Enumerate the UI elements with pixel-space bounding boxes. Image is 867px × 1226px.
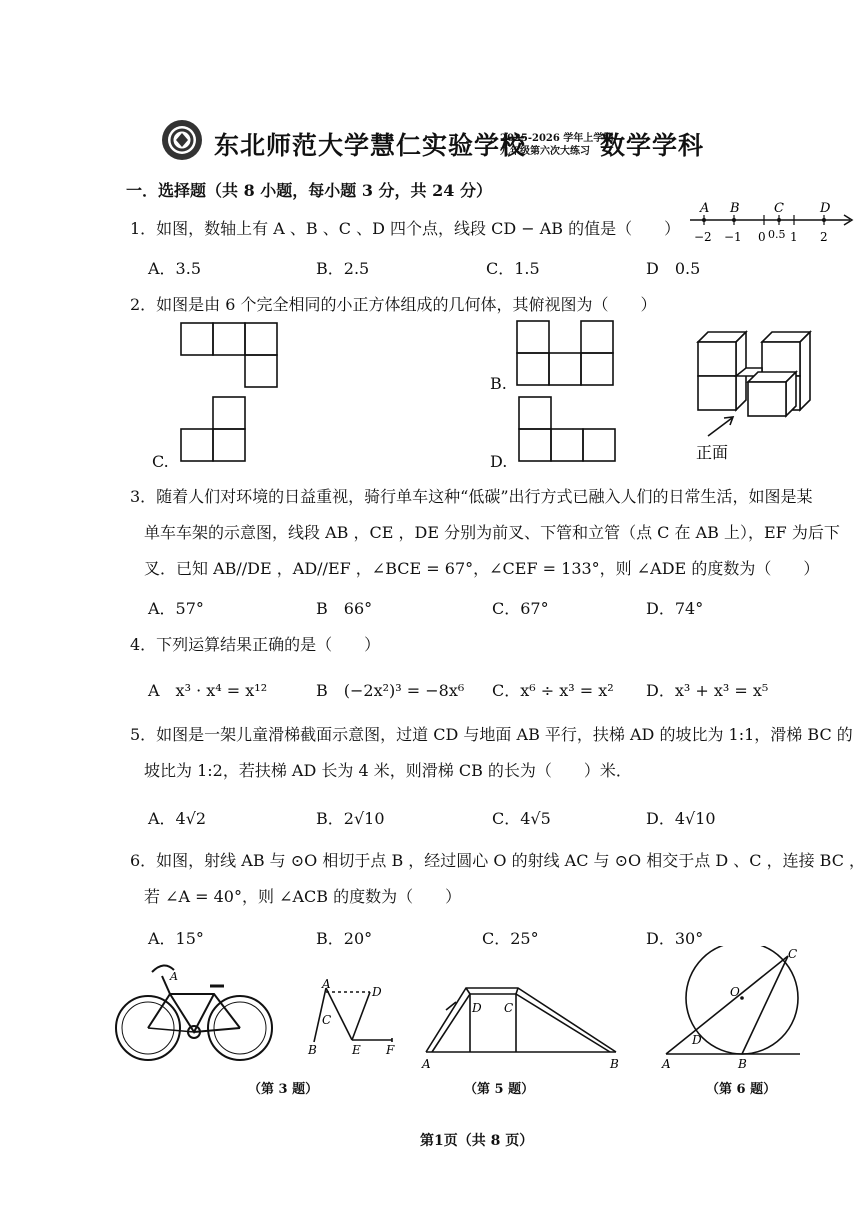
nl-point-b: B bbox=[730, 201, 740, 216]
question-1: 1．如图，数轴上有 A 、B 、C 、D 四个点，线段 CD − AB 的值是（ ） bbox=[130, 219, 681, 238]
q2-option-c-figure bbox=[180, 396, 248, 464]
fig3-label-d: D bbox=[372, 985, 382, 999]
nl-tick: −2 bbox=[694, 230, 712, 244]
nl-tick: 2 bbox=[820, 230, 828, 244]
q4-option-c: C．x⁶ ÷ x³ = x² bbox=[492, 681, 614, 700]
q2-label-c: C. bbox=[152, 452, 169, 471]
fig5-label-b: B bbox=[610, 1057, 619, 1070]
caption-q3: （第 3 题） bbox=[248, 1082, 319, 1097]
question-2: 2．如图是由 6 个完全相同的小正方体组成的几何体，其俯视图为（ ） bbox=[130, 295, 657, 314]
q1-option-b: B．2.5 bbox=[316, 259, 370, 278]
fig3-label-c: C bbox=[322, 1013, 332, 1027]
fig5-label-c: C bbox=[504, 1001, 514, 1015]
q1-option-c: C．1.5 bbox=[486, 259, 540, 278]
school-name: 东北师范大学慧仁实验学校 bbox=[214, 131, 527, 160]
q6-option-a: A．15° bbox=[148, 929, 204, 948]
nl-point-c: C bbox=[774, 201, 784, 216]
q3-option-d: D．74° bbox=[646, 599, 704, 618]
fig6-label-c: C bbox=[788, 947, 798, 961]
q6-option-c: C．25° bbox=[482, 929, 539, 948]
bike-label-a: A bbox=[170, 970, 178, 983]
q2-option-d-figure bbox=[518, 396, 618, 464]
caption-q6: （第 6 题） bbox=[706, 1082, 777, 1097]
q2-option-a-figure bbox=[180, 322, 280, 388]
school-logo-icon bbox=[160, 118, 204, 162]
section-title: 一．选择题（共 8 小题，每小题 3 分，共 24 分） bbox=[126, 181, 492, 200]
q4-option-b: B (−2x²)³ = −8x⁶ bbox=[316, 681, 465, 700]
fig3-label-a: A bbox=[322, 978, 331, 991]
q5-option-b: B．2√10 bbox=[316, 809, 385, 828]
q3-option-c: C．67° bbox=[492, 599, 549, 618]
front-label: 正面 bbox=[696, 443, 729, 462]
q2-label-d: D. bbox=[490, 452, 508, 471]
q2-cube-solid-figure bbox=[690, 326, 820, 466]
question-3-line-2: 单车车架的示意图，线段 AB ，CE ，DE 分别为前叉、下管和立管（点 C 在 AB 上），EF 为后下 bbox=[144, 523, 840, 542]
nl-tick: −1 bbox=[724, 230, 742, 244]
question-5-line-1: 5．如图是一架儿童滑梯截面示意图，过道 CD 与地面 AB 平行，扶梯 AD 的坡比为 1:1，滑梯 BC 的 bbox=[130, 725, 853, 744]
exam-name: 九年级第六次大练习 bbox=[500, 146, 590, 157]
q3-option-b: B 66° bbox=[316, 599, 373, 618]
bicycle-figure bbox=[112, 956, 278, 1066]
nl-tick: 0 bbox=[758, 230, 766, 244]
q1-option-a: A．3.5 bbox=[148, 259, 202, 278]
fig6-label-a: A bbox=[662, 1057, 671, 1070]
question-3-line-1: 3．随着人们对环境的日益重视，骑行单车这种“低碳”出行方式已融入人们的日常生活，如图是某 bbox=[130, 487, 813, 506]
nl-tick: 0.5 bbox=[768, 228, 786, 241]
fig3-label-f: F bbox=[386, 1043, 395, 1057]
fig5-label-a: A bbox=[422, 1057, 431, 1070]
q5-option-a: A．4√2 bbox=[148, 809, 207, 828]
nl-point-a: A bbox=[700, 201, 710, 216]
fig6-label-o: O bbox=[730, 985, 740, 999]
exam-term: 2025-2026 学年上学期 bbox=[500, 133, 614, 144]
fig6-label-d: D bbox=[692, 1033, 702, 1047]
fig5-label-d: D bbox=[472, 1001, 482, 1015]
caption-q5: （第 5 题） bbox=[464, 1082, 535, 1097]
fig3-frame-figure bbox=[300, 978, 404, 1060]
q4-option-a: A x³ · x⁴ = x¹² bbox=[148, 681, 268, 700]
q5-option-c: C．4√5 bbox=[492, 809, 551, 828]
fig5-slide-figure bbox=[420, 970, 626, 1070]
nl-tick: 1 bbox=[790, 230, 798, 244]
q3-option-a: A．57° bbox=[148, 599, 204, 618]
q6-option-d: D．30° bbox=[646, 929, 704, 948]
q2-option-b-figure bbox=[516, 320, 616, 386]
q6-option-b: B．20° bbox=[316, 929, 373, 948]
question-6-line-1: 6．如图，射线 AB 与 ⊙O 相切于点 B ，经过圆心 O 的射线 AC 与 ⊙O 相交于点 D 、C ，连接 BC ， bbox=[130, 851, 866, 870]
question-6-line-2: 若 ∠A = 40°，则 ∠ACB 的度数为（ ） bbox=[144, 887, 462, 906]
question-5-line-2: 坡比为 1:2，若扶梯 AD 长为 4 米，则滑梯 CB 的长为（ ）米． bbox=[144, 761, 632, 780]
fig6-circle-figure bbox=[660, 946, 802, 1070]
q5-option-d: D．4√10 bbox=[646, 809, 716, 828]
number-line bbox=[686, 198, 854, 250]
fig3-label-e: E bbox=[352, 1043, 361, 1057]
subject-title: 数学学科 bbox=[600, 131, 705, 160]
q4-option-d: D．x³ + x³ = x⁵ bbox=[646, 681, 769, 700]
question-3-line-3: 叉．已知 AB//DE ，AD//EF ，∠BCE = 67°，∠CEF = 133°，则 ∠ADE 的度数为（ ） bbox=[144, 559, 820, 578]
fig3-label-b: B bbox=[308, 1043, 317, 1057]
fig6-label-b: B bbox=[738, 1057, 747, 1070]
question-4: 4．下列运算结果正确的是（ ） bbox=[130, 635, 381, 654]
page-footer: 第1页（共 8 页） bbox=[420, 1133, 534, 1149]
q1-option-d: D 0.5 bbox=[646, 259, 701, 278]
q2-label-b: B. bbox=[490, 374, 507, 393]
nl-point-d: D bbox=[820, 201, 831, 216]
